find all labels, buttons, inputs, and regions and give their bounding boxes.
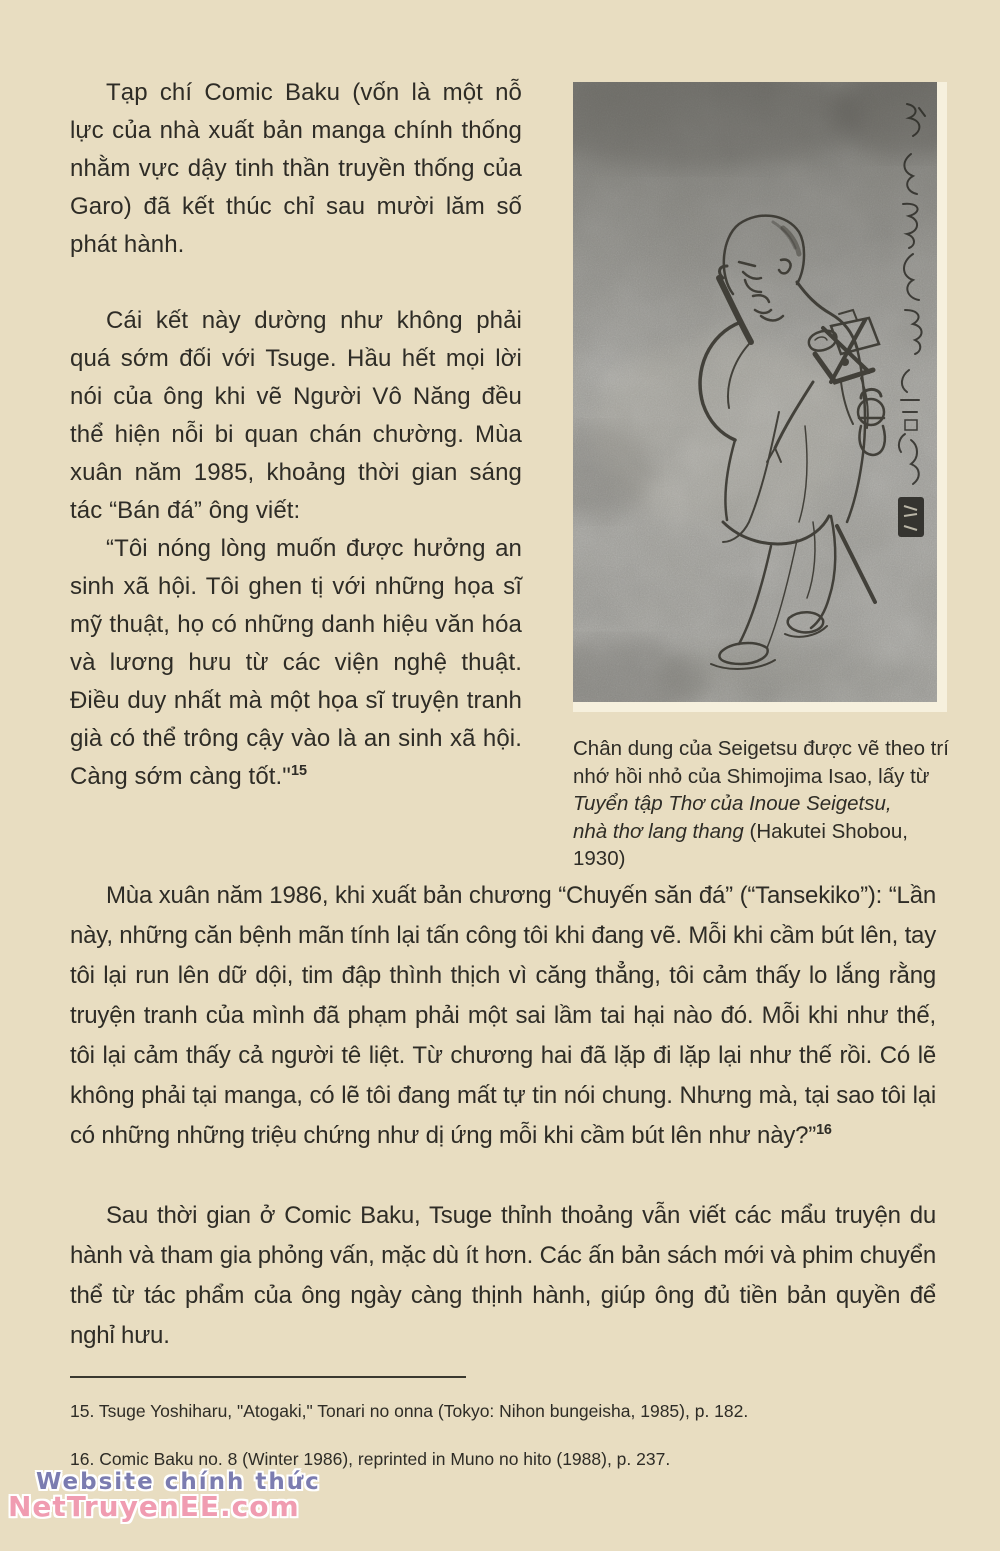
footnote-ref-16: 16	[816, 1122, 832, 1138]
caption-line: Chân dung của Seigetsu được vẽ theo trí	[573, 737, 949, 760]
paragraph-ending	[70, 302, 522, 530]
paragraph-after-baku	[70, 1196, 936, 1356]
footnote-16: 16. Comic Baku no. 8 (Winter 1986), reprinted in Muno no hito (1988), p. 237.	[70, 1449, 671, 1469]
caption-line: nhớ hồi nhỏ của Shimojima Isao, lấy từ	[573, 764, 930, 788]
paragraph-text: “Tôi nóng lòng muốn được hưởng an sinh xã hội. Tôi ghen tị với những họa sĩ mỹ thuật, họ có những danh hiệu văn hóa và lương hưu từ các viện nghệ thuật. Điều duy nhất mà một họa sĩ truyện tranh già có thể trông cậy vào là an sinh xã hội. Càng sớm càng tốt."	[70, 535, 522, 790]
site-watermark	[8, 1470, 321, 1522]
paragraph-text: Cái kết này dường như không phải quá sớm đối với Tsuge. Hầu hết mọi lời nói của ông khi vẽ Người Vô Năng đều thể hiện nỗi bi quan chán chường. Mùa xuân năm 1985, khoảng thời gian sáng tác “Bán đá” ông viết:	[70, 307, 522, 524]
photo-paper-texture	[573, 82, 947, 712]
paragraph-comic-baku	[70, 74, 522, 264]
caption-title-italic: nhà thơ lang thang	[573, 819, 744, 843]
paragraph-quote-welfare	[70, 530, 522, 796]
body-text	[70, 876, 936, 1356]
seal-stamp	[898, 497, 924, 537]
footnote-divider	[70, 1376, 466, 1378]
seigetsu-portrait-figure	[573, 82, 947, 712]
caption-publisher: (Hakutei Shobou, 1930)	[573, 819, 908, 870]
watermark-official-label: Website chính thức	[36, 1469, 321, 1495]
footnote-15: 15. Tsuge Yoshiharu, "Atogaki," Tonari no onna (Tokyo: Nihon bungeisha, 1985), p. 182.	[70, 1401, 749, 1421]
paragraph-text: Sau thời gian ở Comic Baku, Tsuge thỉnh thoảng vẫn viết các mẩu truyện du hành và tham gia phỏng vấn, mặc dù ít hơn. Các ấn bản sách mới và phim chuyển thể từ tác phẩm của ông ngày càng thịnh hành, giúp ông đủ tiền bản quyền để nghỉ hưu.	[70, 1202, 936, 1349]
caption-line-italic: Tuyển tập Thơ của Inoue Seigetsu,	[573, 792, 892, 815]
paragraph-tansekiko-quote	[70, 876, 936, 1156]
footnotes	[70, 1400, 930, 1470]
left-text-column	[70, 74, 522, 796]
footnote-ref-15: 15	[290, 763, 308, 779]
caption-line	[573, 818, 953, 873]
paragraph-text: Mùa xuân năm 1986, khi xuất bản chương “Chuyến săn đá” (“Tansekiko”): “Lần này, những căn bệnh mãn tính lại tấn công tôi khi đang vẽ. Mỗi khi cầm bút lên, tay tôi lại run lên dữ dội, tim đập thình thịch vì căng thẳng, tôi cảm thấy lo lắng rằng truyện tranh của mình đã phạm phải một sai lầm tai hại nào đó. Mỗi khi như thế, tôi lại cảm thấy cả người tê liệt. Từ chương hai đã lặp đi lặp lại như thế rồi. Có lẽ không phải tại manga, có lẽ tôi đang mất tự tin nói chung. Nhưng mà, tại sao tôi lại có những những triệu chứng như dị ứng mỗi khi cầm bút lên như này?”	[70, 882, 936, 1149]
seigetsu-portrait-image	[573, 82, 947, 712]
paragraph-text: Tạp chí Comic Baku (vốn là một nỗ lực của nhà xuất bản manga chính thống nhằm vực dậy tinh thần truyền thống của Garo) đã kết thúc chỉ sau mười lăm số phát hành.	[70, 79, 522, 258]
figure-caption	[573, 735, 953, 873]
watermark-site-name: NetTruyenEE.com	[8, 1490, 300, 1524]
